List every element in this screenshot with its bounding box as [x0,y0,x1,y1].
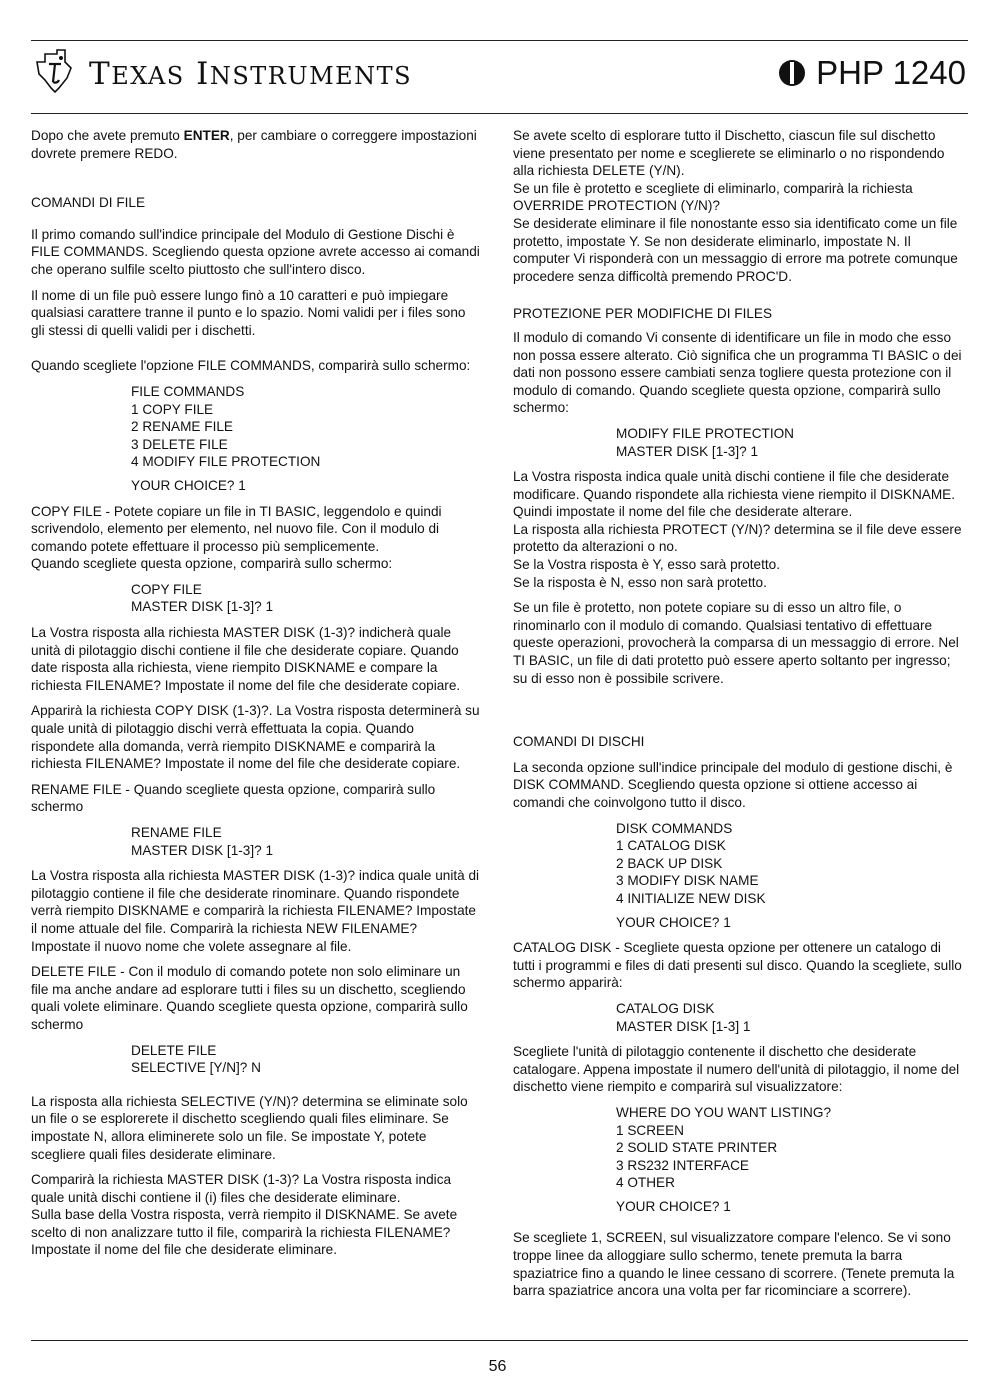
screen-delete-file: DELETE FILE SELECTIVE [Y/N]? N [131,1042,261,1076]
paragraph: La Vostra risposta alla richiesta MASTER DISK (1-3)? indicherà quale unità di pilotaggio dischi contiene il file che desiderate copiare. Quando date risposta alla richiesta, viene riempito DISKNAME e compare la richiesta FILENAME? Impostate il nome del file che desiderate copiare. [31,625,461,693]
header-rule [31,113,968,114]
screen-copy-file: COPY FILE MASTER DISK [1-3]? 1 [131,581,274,615]
page-header [31,46,968,106]
page-number: 56 [488,1358,507,1375]
paragraph: RENAME FILE - Quando scegliete questa opzione, comparirà sullo schermo [31,781,436,815]
section-heading-disk-commands: COMANDI DI DISCHI [513,734,645,750]
model-label: PHP 1240 [778,54,966,92]
circle-bar-icon [778,59,806,87]
screen-listing-menu: WHERE DO YOU WANT LISTING? 1 SCREEN 2 SOLID STATE PRINTER 3 RS232 INTERFACE 4 OTHER YOUR CHOICE? 1 [616,1104,832,1214]
ti-logo-icon [31,48,75,94]
brand-name: TEXAS INSTRUMENTS [89,56,413,92]
paragraph: La risposta alla richiesta SELECTIVE (Y/N)? determina se eliminate solo un file o se esplorerete il dischetto scegliendo quali files eliminare. Se impostate N, allora eliminerete solo un file. Se impostate Y, potete scegliere quali files desiderate eliminare. [31,1093,468,1162]
section-heading-file-protection: PROTEZIONE PER MODIFICHE DI FILES [513,306,773,322]
screen-file-commands-menu: FILE COMMANDS 1 COPY FILE 2 RENAME FILE 3 DELETE FILE 4 MODIFY FILE PROTECTION YOUR CHOICE? 1 [131,383,321,493]
paragraph-explore: Se avete scelto di esplorare tutto il Dischetto, ciascun file sul dischetto viene presentato per nome e sceglierete se eliminarlo o no rispondendo alla richiesta DELETE (Y/N). Se un file è protetto e scegliete di eliminarlo, comparirà la richiesta OVERRIDE PROTECTION (Y/N)? Se desiderate eliminare il file nonostante esso sia identificato come un file protetto, impostate Y. Se non desiderate eliminarlo, impostate N. Il computer Vi risponderà con un messaggio di errore ma potrete comunque procedere senza difficoltà premendo PROC'D. [513,128,958,284]
left-column [31,127,480,1267]
paragraph-master-disk: Comparirà la richiesta MASTER DISK (1-3)? La Vostra risposta indica quale unità dischi contiene il (i) files che desiderate eliminare. Sulla base della Vostra risposta, verrà riempito il DISKNAME. Se avete scelto di non analizzare tutto il file, comparirà la richiesta FILENAME? Impostate il nome del file che desiderate eliminare. [31,1172,458,1258]
top-rule [31,40,968,41]
screen-disk-commands-menu: DISK COMMANDS 1 CATALOG DISK 2 BACK UP DISK 3 MODIFY DISK NAME 4 INITIALIZE NEW DISK YOUR CHOICE? 1 [616,820,766,930]
screen-rename-file: RENAME FILE MASTER DISK [1-3]? 1 [131,825,274,858]
paragraph: DELETE FILE - Con il modulo di comando potete non solo eliminare un file ma anche andare ad esplorare tutti i files su un dischetto, scegliendo quali volete eliminare. Quando scegliete questa opzione, comparirà sullo schermo [31,964,468,1032]
paragraph-protect: La Vostra risposta indica quale unità dischi contiene il file che desiderate modificare. Quando rispondete alla richiesta viene riempito il DISKNAME. Quindi impostate il nome del file che desiderate alterare. La risposta alla richiesta PROTECT (Y/N)? determina se il file deve essere protetto da alterazioni o no. Se la Vostra risposta è Y, esso sarà protetto. Se la risposta è N, esso non sarà protetto. [513,469,962,590]
paragraph: Il nome di un file può essere lungo finò a 10 caratteri e può impiegare qualsiasi carattere tranne il punto e lo spazio. Nomi validi per i files sono gli stessi di quelli validi per i dischetti. [31,287,466,338]
paragraph: Apparirà la richiesta COPY DISK (1-3)?. La Vostra risposta determinerà su quale unità di pilotaggio dischi verrà effettuata la copia. Quando rispondete alla domanda, verrà riempito DISKNAME e comparirà la richiesta FILENAME? Impostate il nome del file che desiderate copiare. [31,703,480,772]
paragraph: La Vostra risposta alla richiesta MASTER DISK (1-3)? indica quale unità di pilotaggio contiene il file che desiderate rinominare. Quando rispondete verrà riempito DISKNAME e comparirà la richiesta FILENAME? Impostate il nome attuale del file. Comparirà la richiesta NEW FILENAME? Impostate il nuovo nome che volete assegnare al file. [31,868,480,954]
paragraph-copy-file: COPY FILE - Potete copiare un file in TI BASIC, leggendolo e quindi scrivendolo, elemento per elemento, nel nuovo file. Con il modulo di comando potete effettuare il processo più semplicemente. Quando scegliete questa opzione, comparirà sullo schermo: [31,503,442,572]
right-column [513,127,965,1308]
paragraph: Se scegliete 1, SCREEN, sul visualizzatore compare l'elenco. Se vi sono troppe linee da alloggiare sullo schermo, tenete premuta la barra spaziatrice fino a quando le linee cessano di scorrere. (Tenete premuta la barra spaziatrice ancora una volta per far ricominciare a scorrere). [513,1230,955,1299]
footer-rule [31,1340,968,1341]
paragraph: Quando scegliete l'opzione FILE COMMANDS, comparirà sullo schermo: [31,358,471,374]
paragraph: Se un file è protetto, non potete copiare su di esso un altro file, o rinominarlo con il modulo di comando. Qualsiasi tentativo di effettuare queste operazioni, provocherà la comparsa di un messaggio di errore. Nel TI BASIC, un file di dati protetto può essere aperto soltanto per ingresso; su di esso non è possibile scrivere. [513,600,959,686]
paragraph: La seconda opzione sull'indice principale del modulo di gestione dischi, è DISK COMMAND. Scegliendo questa opzione si ottiene accesso ai comandi che coinvolgono tutto il disco. [513,759,953,810]
screen-catalog-disk: CATALOG DISK MASTER DISK [1-3] 1 [616,1000,751,1034]
paragraph: Il modulo di comando Vi consente di identificare un file in modo che esso non possa essere alterato. Ciò significa che un programma TI BASIC o dei dati non possono essere cambiati senza togliere questa protezione con il modulo di comando. Quando scegliete questa opzione, comparirà sullo schermo: [513,329,962,416]
paragraph: Scegliete l'unità di pilotaggio contenente il dischetto che desiderate catalogare. Appena impostate il numero dell'unità di pilotaggio, il nome del dischetto viene riempito e comparirà sul visualizzatore: [513,1044,960,1095]
section-heading-file-commands: COMANDI DI FILE [31,195,146,211]
paragraph: Il primo comando sull'indice principale del Modulo di Gestione Dischi è FILE COMMANDS. Scegliendo questa opzione avrete accesso ai comandi che operano sulfile scelto piuttosto che sull'intero disco. [31,226,480,277]
paragraph: CATALOG DISK - Scegliete questa opzione per ottenere un catalogo di tutti i programmi e files di dati presenti sul disco. Quando la scegliete, sullo schermo apparirà: [513,940,962,991]
screen-modify-file-protection: MODIFY FILE PROTECTION MASTER DISK [1-3]? 1 [616,425,794,459]
paragraph: Dopo che avete premuto ENTER, per cambiare o correggere impostazioni dovrete premere REDO. [31,128,477,161]
